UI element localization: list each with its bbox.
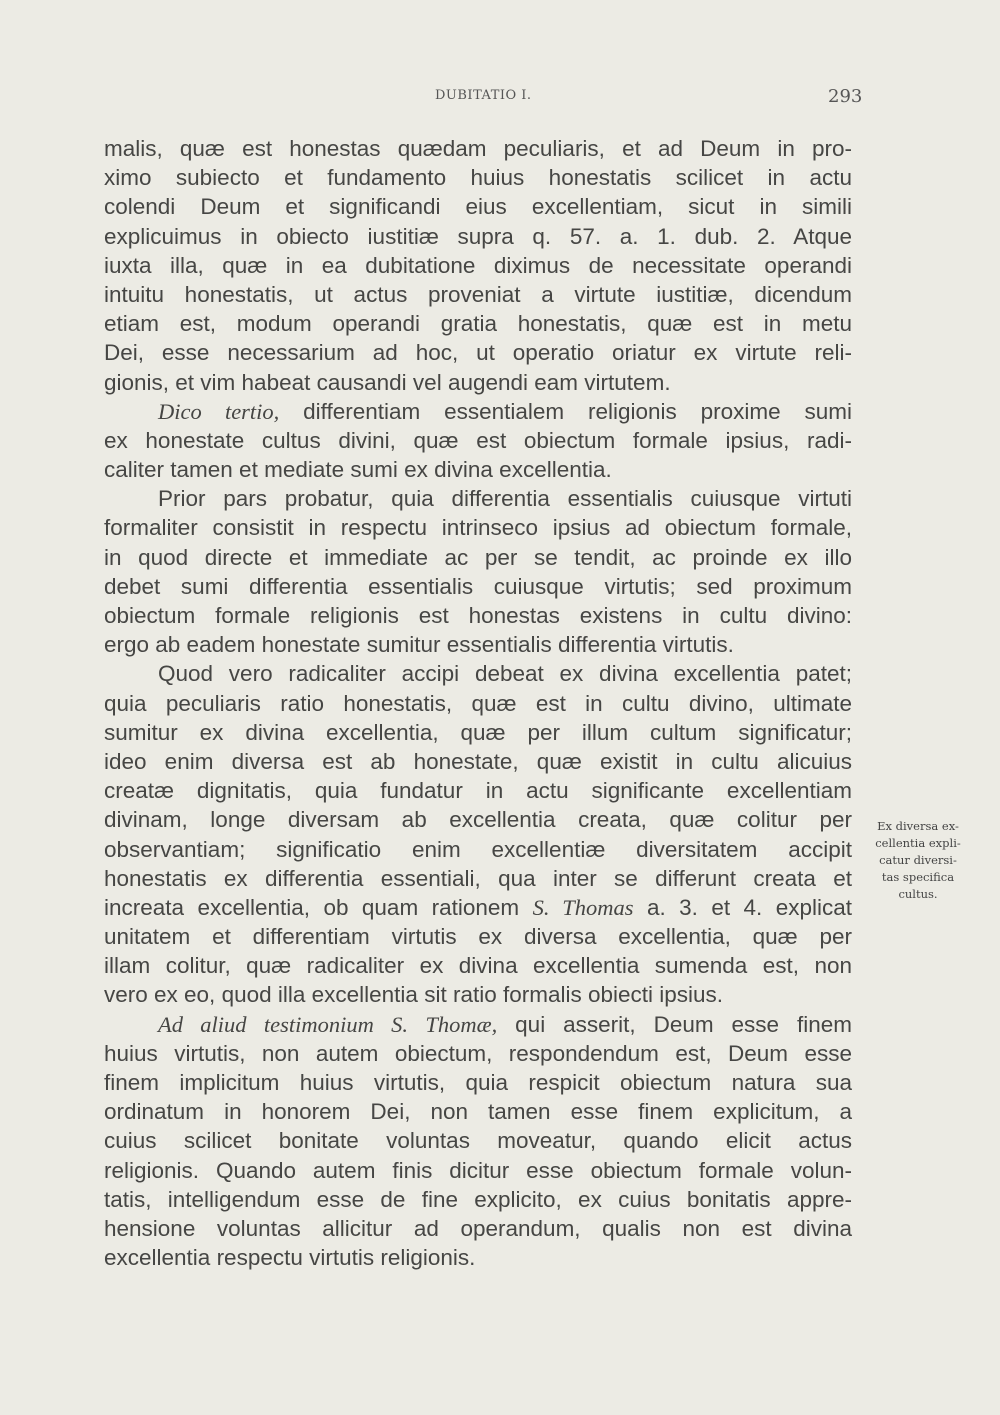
text-line: hensione voluntas allicitur ad operandum, qualis non est divina: [104, 1215, 852, 1241]
text-line: formaliter consistit in respectu intrinseco ipsius ad obiectum formale,: [104, 515, 852, 541]
text-line: honestatis ex differentia essentiali, qua inter se differunt creata et: [104, 865, 852, 891]
text-line: observantiam; significatio enim excellentiæ diversitatem accipit: [104, 836, 852, 862]
text-line: [104, 1010, 852, 1039]
text-line: finem implicitum huius virtutis, quia respicit obiectum natura sua: [104, 1070, 852, 1095]
text-fragment: a. 3. et 4. explicat: [633, 894, 852, 920]
text-line: caliter tamen et mediate sumi ex divina excellentia.: [104, 457, 612, 483]
text-line: vero ex eo, quod illa excellentia sit ratio formalis obiecti ipsius.: [104, 982, 724, 1008]
text-line: ergo ab eadem honestate sumitur essentialis differentia virtutis.: [104, 632, 734, 658]
paragraph: [104, 134, 852, 397]
text-line: iuxta illa, quæ in ea dubitatione diximus de necessitate operandi: [104, 252, 852, 278]
text-line: ex honestate cultus divini, quæ est obiectum formale ipsius, radi-: [104, 427, 852, 453]
text-line: Quod vero radicaliter accipi debeat ex divina excellentia patet;: [158, 661, 852, 687]
paragraph: [104, 1010, 852, 1273]
text-line: obiectum formale religionis est honestas existens in cultu divino:: [104, 603, 852, 628]
text-line: sumitur ex divina excellentia, quæ per illum cultum significatur;: [104, 719, 852, 745]
text-line: religionis. Quando autem finis dicitur esse obiectum formale volun-: [104, 1157, 852, 1183]
text-line: ordinatum in honorem Dei, non tamen esse finem explicitum, a: [104, 1099, 852, 1125]
italic-name: S. Thomas: [532, 894, 634, 920]
text-line: tatis, intelligendum esse de fine explicito, ex cuius bonitatis appre-: [104, 1186, 852, 1212]
margin-note-line: Ex diversa ex-: [877, 819, 959, 833]
margin-note: [858, 818, 978, 903]
text-line: illam colitur, quæ radicaliter ex divina excellentia sumenda est, non: [104, 953, 852, 979]
text-fragment: differentiam essentialem religionis proxime sumi: [279, 398, 852, 424]
text-line: in quod directe et immediate ac per se tendit, ac proinde ex illo: [104, 544, 852, 570]
margin-note-line: catur diversi-: [879, 853, 957, 867]
text-line: explicuimus in obiecto iustitiæ supra q. 57. a. 1. dub. 2. Atque: [104, 223, 852, 249]
paragraph: [104, 484, 852, 659]
body-text: [104, 134, 852, 1272]
italic-lead: Dico tertio,: [158, 398, 280, 424]
text-line: malis, quæ est honestas quædam peculiaris, et ad Deum in pro-: [104, 136, 852, 161]
text-line: quia peculiaris ratio honestatis, quæ est in cultu divino, ultimate: [104, 690, 852, 716]
text-line: Prior pars probatur, quia differentia essentialis cuiusque virtuti: [158, 486, 852, 512]
text-line: etiam est, modum operandi gratia honestatis, quæ est in metu: [104, 311, 852, 337]
text-line: debet sumi differentia essentialis cuiusque virtutis; sed proximum: [104, 573, 852, 599]
text-line: huius virtutis, non autem obiectum, respondendum est, Deum esse: [104, 1040, 852, 1066]
page-header: [0, 88, 1000, 112]
text-line: Dei, esse necessarium ad hoc, ut operatio oriatur ex virtute reli-: [104, 340, 852, 366]
paragraph: [104, 659, 852, 1009]
text-fragment: increata excellentia, ob quam rationem: [104, 894, 533, 920]
margin-note-line: tas specifica: [881, 870, 955, 884]
text-line: excellentia respectu virtutis religionis.: [104, 1245, 476, 1271]
page-number: 293: [828, 86, 863, 107]
running-head: DUBITATIO I.: [435, 88, 532, 103]
text-line: ximo subiecto et fundamento huius honestatis scilicet in actu: [104, 165, 852, 191]
text-line: cuius scilicet bonitate voluntas moveatur, quando elicit actus: [104, 1128, 852, 1154]
paragraph: [104, 397, 852, 485]
text-line: colendi Deum et significandi eius excellentiam, sicut in simili: [104, 194, 852, 220]
text-line: divinam, longe diversam ab excellentia creata, quæ colitur per: [104, 807, 852, 833]
margin-note-line: cellentia expli-: [875, 836, 961, 850]
text-line: ideo enim diversa est ab honestate, quæ existit in cultu alicuius: [104, 748, 852, 774]
text-line: creatæ dignitatis, quia fundatur in actu significante excellentiam: [104, 778, 852, 804]
margin-note-line: cultus.: [898, 887, 938, 901]
text-fragment: qui asserit, Deum esse finem: [497, 1011, 852, 1037]
text-line: unitatem et differentiam virtutis ex diversa excellentia, quæ per: [104, 924, 852, 950]
text-line: [104, 397, 852, 426]
italic-lead: Ad aliud testimonium S. Thomæ,: [158, 1011, 498, 1037]
text-line: intuitu honestatis, ut actus proveniat a virtute iustitiæ, dicendum: [104, 281, 852, 307]
text-line: [104, 893, 852, 922]
text-line: gionis, et vim habeat causandi vel augendi eam virtutem.: [104, 369, 671, 395]
